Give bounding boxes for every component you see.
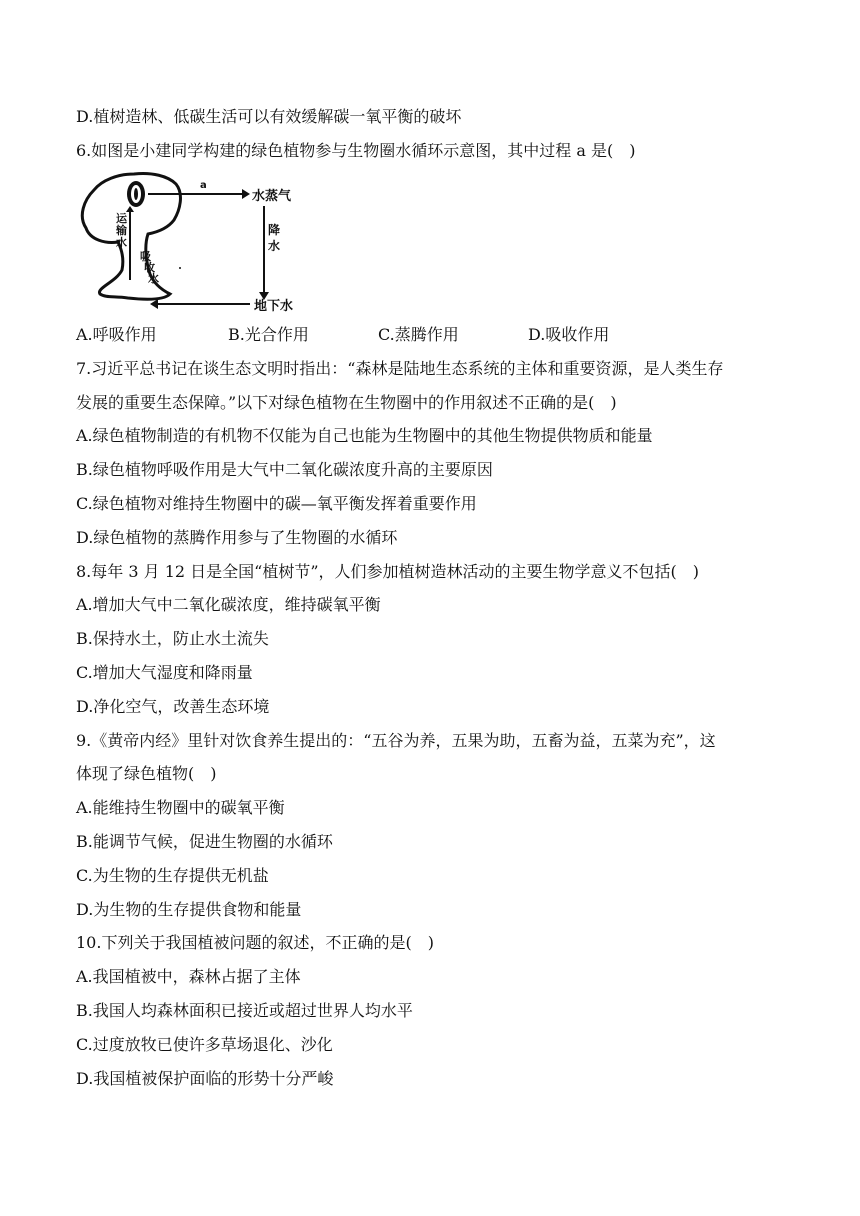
q8-option-b: B.保持水土，防止水土流失: [76, 629, 269, 648]
label-transport-2: 输: [116, 224, 127, 237]
q7-option-d: D.绿色植物的蒸腾作用参与了生物圈的水循环: [76, 528, 398, 547]
label-transport-1: 运: [116, 212, 127, 225]
q7-option-a: A.绿色植物制造的有机物不仅能为自己也能为生物圈中的其他生物提供物质和能量: [76, 426, 653, 445]
q9-option-c: C.为生物的生存提供无机盐: [76, 866, 269, 885]
label-vapor: 水蒸气: [252, 189, 292, 204]
q6-option-d: D.吸收作用: [528, 325, 610, 344]
label-groundwater: 地下水: [254, 299, 294, 314]
q7-option-b: B.绿色植物呼吸作用是大气中二氧化碳浓度升高的主要原因: [76, 460, 493, 479]
q10-option-c: C.过度放牧已使许多草场退化、沙化: [76, 1035, 333, 1054]
q8-option-a: A.增加大气中二氧化碳浓度，维持碳氧平衡: [76, 595, 381, 614]
q10-option-b: B.我国人均森林面积已接近或超过世界人均水平: [76, 1001, 413, 1020]
q10-stem: 10.下列关于我国植被问题的叙述，不正确的是( ): [76, 933, 434, 952]
q8-option-c: C.增加大气湿度和降雨量: [76, 663, 253, 682]
q6-stem: 6.如图是小建同学构建的绿色植物参与生物圈水循环示意图，其中过程 a 是( ): [76, 141, 636, 160]
label-absorb-2: 收: [144, 261, 155, 274]
q9-stem-line2: 体现了绿色植物( ): [76, 764, 217, 783]
water-cycle-diagram: [76, 170, 310, 316]
q9-option-d: D.为生物的生存提供食物和能量: [76, 900, 302, 919]
q6-option-c: C.蒸腾作用: [378, 325, 459, 344]
q5-option-d: D.植树造林、低碳生活可以有效缓解碳一氧平衡的破坏: [76, 107, 462, 126]
label-absorb-3: 水: [148, 272, 159, 285]
label-rain-2: 水: [268, 239, 281, 253]
label-a: a: [200, 180, 207, 191]
q10-option-d: D.我国植被保护面临的形势十分严峻: [76, 1069, 334, 1088]
q7-stem-line1: 7.习近平总书记在谈生态文明时指出：“森林是陆地生态系统的主体和重要资源，是人类生存: [76, 359, 724, 378]
q9-option-a: A.能维持生物圈中的碳氧平衡: [76, 798, 285, 817]
q6-options: [76, 324, 776, 346]
q8-stem: 8.每年 3 月 12 日是全国“植树节”，人们参加植树造林活动的主要生物学意义不包括( ): [76, 562, 699, 581]
q10-option-a: A.我国植被中，森林占据了主体: [76, 967, 301, 986]
label-transport-3: 水: [116, 236, 127, 249]
q6-option-a: A.呼吸作用: [76, 325, 157, 344]
q7-option-c: C.绿色植物对维持生物圈中的碳—氧平衡发挥着重要作用: [76, 494, 477, 513]
q6-option-b: B.光合作用: [228, 325, 309, 344]
q9-stem-line1: 9.《黄帝内经》里针对饮食养生提出的：“五谷为养，五果为助，五畜为益，五菜为充”，这: [76, 731, 716, 750]
label-absorb-1: 吸: [140, 250, 151, 263]
q7-stem-line2: 发展的重要生态保障。”以下对绿色植物在生物圈中的作用叙述不正确的是( ): [76, 393, 617, 412]
q8-option-d: D.净化空气，改善生态环境: [76, 697, 270, 716]
q9-option-b: B.能调节气候，促进生物圈的水循环: [76, 832, 333, 851]
label-rain-1: 降: [268, 223, 281, 237]
